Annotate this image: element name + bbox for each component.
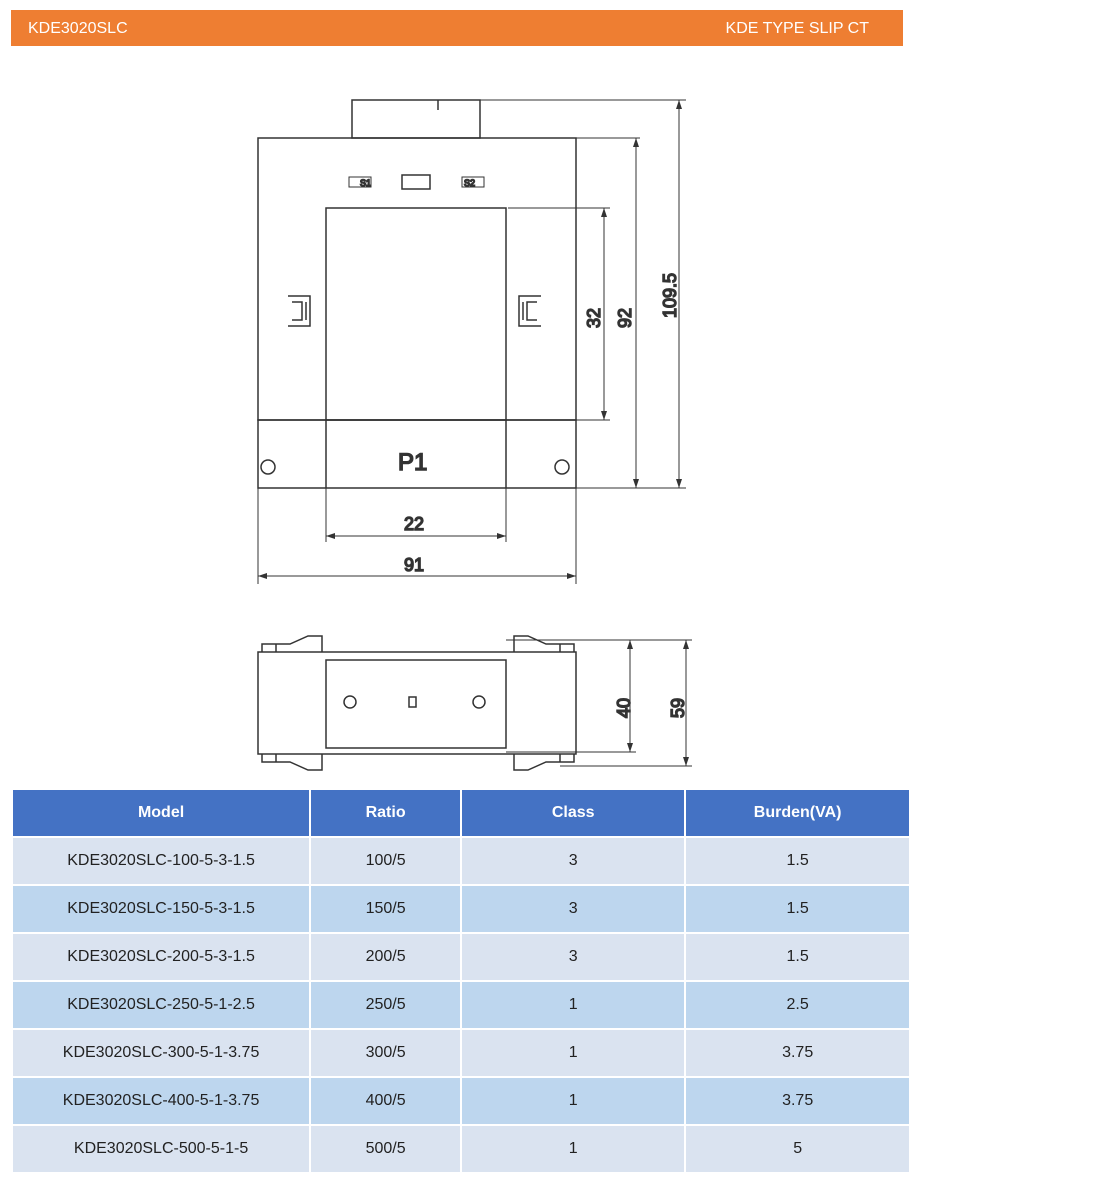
cell-class: 1 (462, 1076, 684, 1124)
table-row (13, 836, 909, 884)
cell-model: KDE3020SLC-150-5-3-1.5 (13, 884, 309, 932)
cell-ratio: 400/5 (311, 1076, 460, 1124)
left-latch (288, 296, 310, 326)
cell-burden: 1.5 (686, 884, 909, 932)
table-row (13, 980, 909, 1028)
side-hole-left (344, 696, 356, 708)
cell-model: KDE3020SLC-100-5-3-1.5 (13, 836, 309, 884)
cell-model: KDE3020SLC-250-5-1-2.5 (13, 980, 309, 1028)
cell-model: KDE3020SLC-400-5-1-3.75 (13, 1076, 309, 1124)
cell-model: KDE3020SLC-500-5-1-5 (13, 1124, 309, 1172)
s1-label: S1 (360, 178, 372, 188)
spec-table (11, 790, 911, 1172)
left-mount-hole (261, 460, 275, 474)
cell-ratio: 100/5 (311, 836, 460, 884)
cell-burden: 5 (686, 1124, 909, 1172)
cell-ratio: 300/5 (311, 1028, 460, 1076)
cell-burden: 3.75 (686, 1028, 909, 1076)
cell-burden: 1.5 (686, 836, 909, 884)
table-row (13, 1028, 909, 1076)
model-title: KDE3020SLC (28, 20, 128, 37)
type-title: KDE TYPE SLIP CT (725, 20, 869, 37)
header-model: Model (13, 790, 309, 836)
right-latch (519, 296, 541, 326)
cell-class: 3 (462, 836, 684, 884)
cell-burden: 1.5 (686, 932, 909, 980)
table-row (13, 884, 909, 932)
cell-model: KDE3020SLC-200-5-3-1.5 (13, 932, 309, 980)
dim-window-width: 22 (404, 514, 425, 534)
dim-arrows (258, 100, 689, 766)
table-row (13, 1124, 909, 1172)
cell-class: 3 (462, 884, 684, 932)
side-slot (409, 697, 416, 707)
s2-label: S2 (464, 178, 476, 188)
cell-burden: 2.5 (686, 980, 909, 1028)
side-body (258, 652, 576, 754)
dim-side-outer: 59 (668, 697, 688, 718)
right-mount-hole (555, 460, 569, 474)
dim-body-height: 92 (615, 307, 635, 328)
cell-class: 1 (462, 1028, 684, 1076)
side-hole-right (473, 696, 485, 708)
dim-side-inner: 40 (614, 697, 634, 718)
cell-ratio: 250/5 (311, 980, 460, 1028)
cell-ratio: 500/5 (311, 1124, 460, 1172)
cell-burden: 3.75 (686, 1076, 909, 1124)
cell-class: 3 (462, 932, 684, 980)
cell-class: 1 (462, 980, 684, 1028)
ct-body (258, 138, 576, 420)
front-view (258, 100, 686, 584)
cell-model: KDE3020SLC-300-5-1-3.75 (13, 1028, 309, 1076)
dim-total-height: 109.5 (660, 272, 680, 318)
header-class: Class (462, 790, 684, 836)
table-row (13, 932, 909, 980)
center-terminal (402, 175, 430, 189)
p1-label: P1 (398, 449, 428, 476)
dim-outer-width: 91 (404, 555, 425, 575)
header-burden: Burden(VA) (686, 790, 909, 836)
cell-class: 1 (462, 1124, 684, 1172)
header-ratio: Ratio (311, 790, 460, 836)
table-row (13, 1076, 909, 1124)
window-opening (326, 208, 506, 420)
top-clip (352, 100, 480, 138)
dim-window-height: 32 (584, 307, 604, 328)
cell-ratio: 150/5 (311, 884, 460, 932)
cell-ratio: 200/5 (311, 932, 460, 980)
table-header-row (13, 790, 909, 836)
